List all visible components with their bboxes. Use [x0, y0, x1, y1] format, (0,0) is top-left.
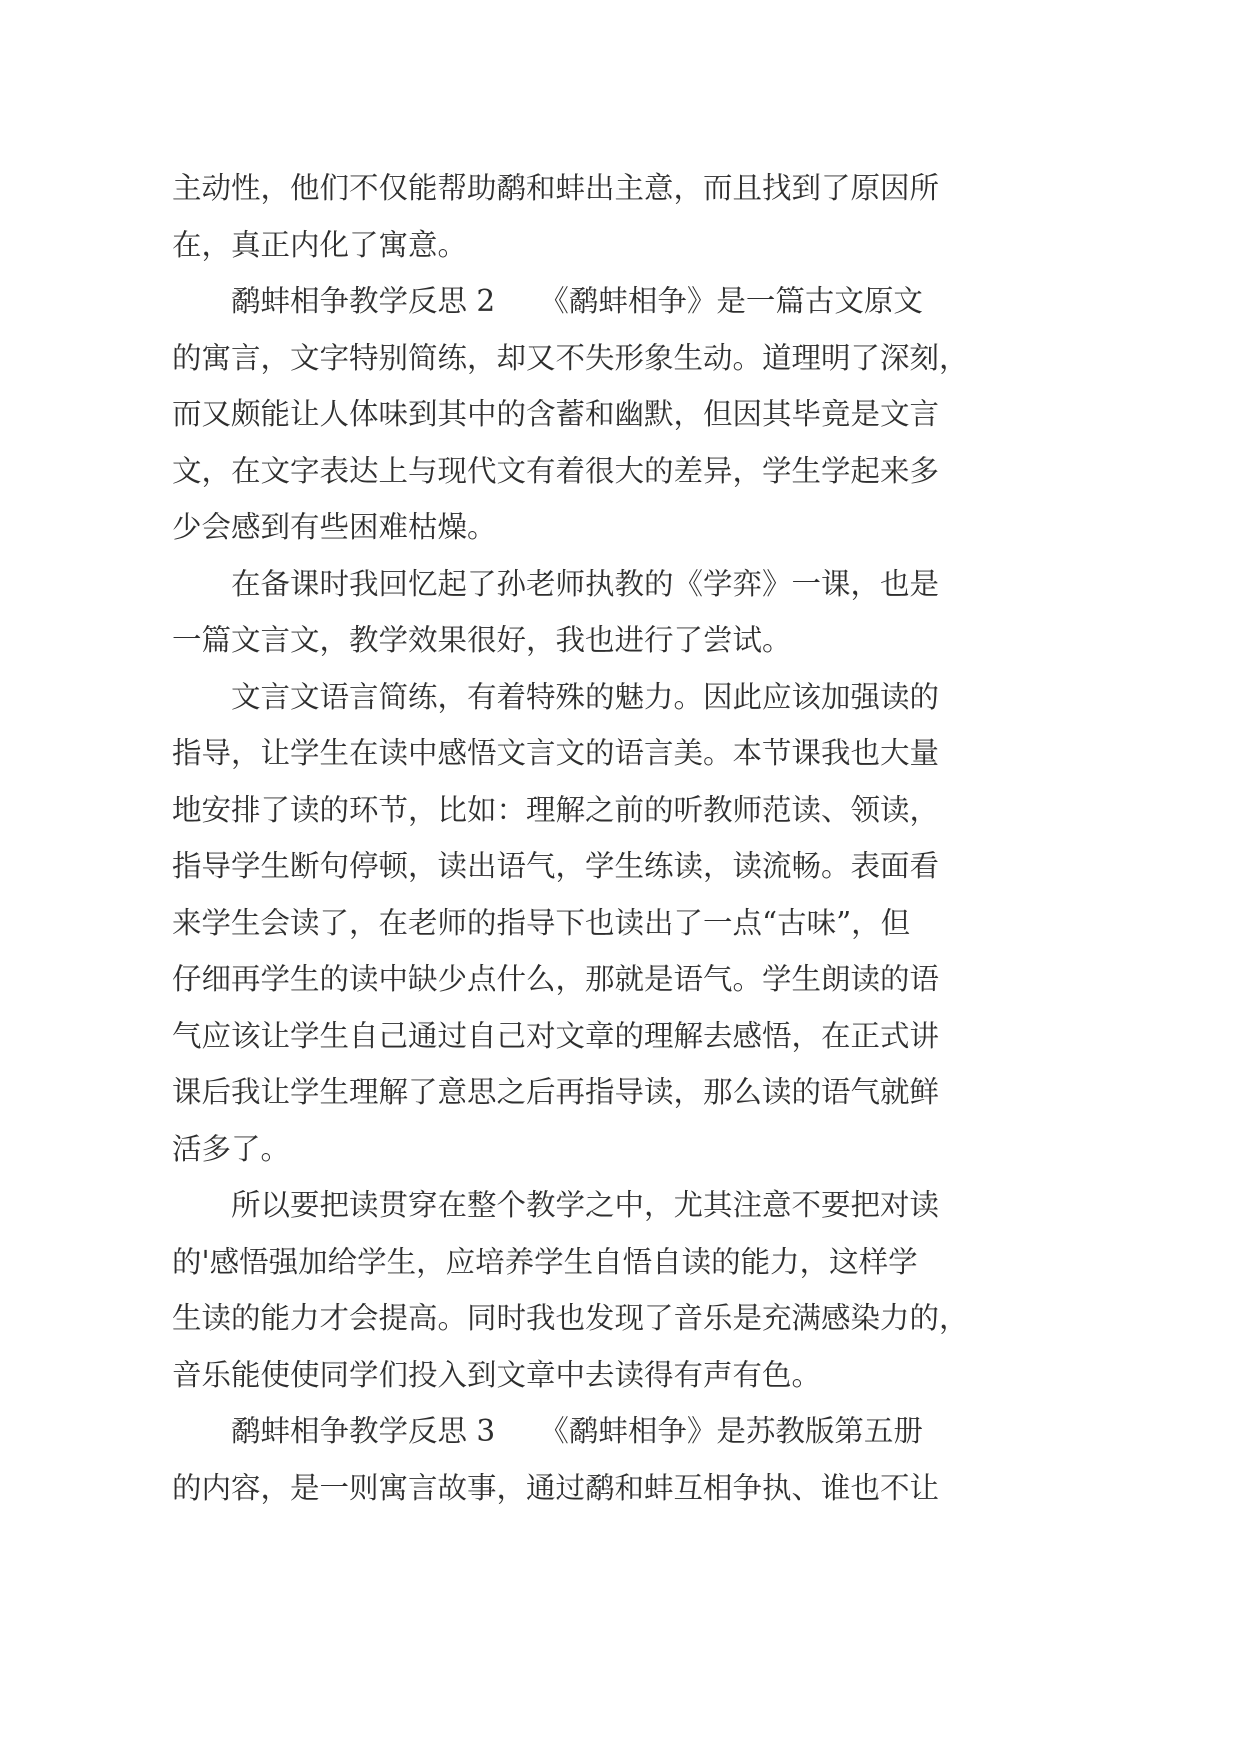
- text-line: 所以要把读贯穿在整个教学之中，尤其注意不要把对读: [231, 1188, 940, 1222]
- paragraph: [172, 1177, 972, 1403]
- text-line: 仔细再学生的读中缺少点什么，那就是语气。学生朗读的语: [172, 962, 940, 996]
- text-line: 一篇文言文，教学效果很好，我也进行了尝试。: [172, 623, 792, 657]
- paragraph: [172, 669, 972, 1178]
- text-line: 指导，让学生在读中感悟文言文的语言美。本节课我也大量: [172, 736, 940, 770]
- text-line: 文言文语言简练，有着特殊的魅力。因此应该加强读的: [231, 679, 940, 714]
- text-line: 气应该让学生自己通过自己对文章的理解去感悟，在正式讲: [172, 1018, 940, 1053]
- text-line: 文，在文字表达上与现代文有着很大的差异，学生学起来多: [172, 453, 940, 488]
- text-line: 指导学生断句停顿，读出语气，学生练读，读流畅。表面看: [172, 849, 940, 883]
- text-line: 在，真正内化了寓意。: [172, 227, 468, 262]
- text-line: 鹬蚌相争教学反思 3 《鹬蚌相争》是苏教版第五册: [231, 1414, 923, 1448]
- paragraph-continuation: [172, 160, 972, 273]
- text-line: 音乐能使使同学们投入到文章中去读得有声有色。: [172, 1357, 822, 1392]
- text-line: 在备课时我回忆起了孙老师执教的《学弈》一课，也是: [231, 566, 940, 601]
- text-line: 的寓言，文字特别简练，却又不失形象生动。道理明了深刻，: [172, 340, 969, 375]
- paragraph-reflection-3: [172, 1403, 972, 1516]
- text-line: 来学生会读了，在老师的指导下也读出了一点“古味”，但: [172, 905, 911, 940]
- text-line: 而又颇能让人体味到其中的含蓄和幽默，但因其毕竟是文言: [172, 397, 940, 431]
- text-line: 的内容，是一则寓言故事，通过鹬和蚌互相争执、谁也不让: [172, 1470, 940, 1505]
- text-line: 课后我让学生理解了意思之后再指导读，那么读的语气就鲜: [172, 1075, 940, 1109]
- paragraph: [172, 556, 972, 669]
- text-line: 鹬蚌相争教学反思 2 《鹬蚌相争》是一篇古文原文: [231, 284, 923, 318]
- text-line: 少会感到有些困难枯燥。: [172, 510, 497, 544]
- text-line: 主动性，他们不仅能帮助鹬和蚌出主意，而且找到了原因所: [172, 171, 940, 205]
- text-line: 生读的能力才会提高。同时我也发现了音乐是充满感染力的，: [172, 1301, 969, 1335]
- text-line: 的'感悟强加给学生，应培养学生自悟自读的能力，这样学: [172, 1244, 918, 1279]
- text-line: 地安排了读的环节，比如：理解之前的听教师范读、领读，: [172, 792, 940, 827]
- document-body: [172, 160, 972, 1516]
- paragraph-reflection-2: [172, 273, 972, 556]
- text-line: 活多了。: [172, 1131, 291, 1166]
